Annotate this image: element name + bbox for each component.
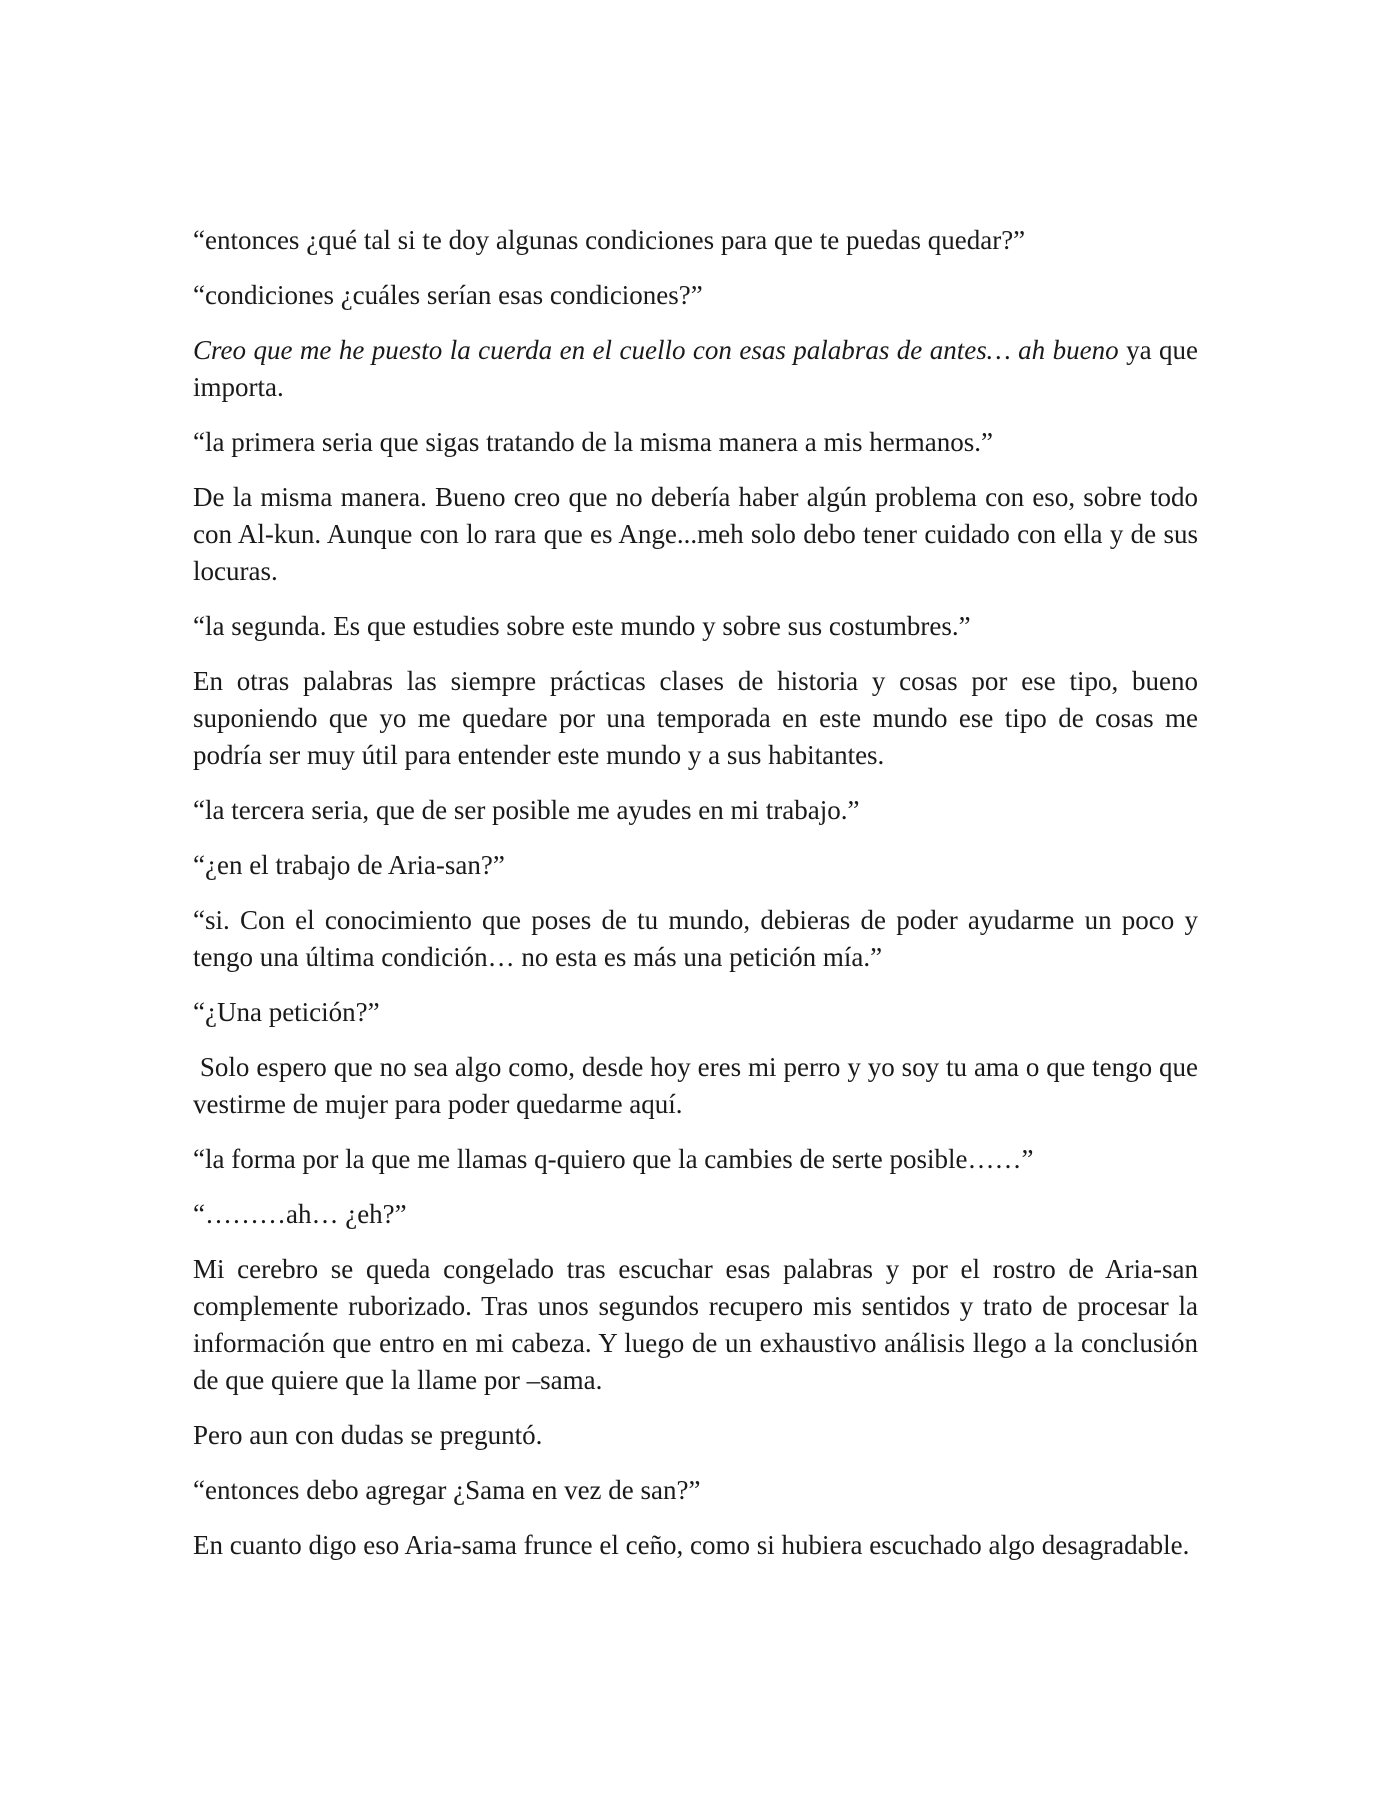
- paragraph-10-text: “si. Con el conocimiento que poses de tu mundo, debieras de poder ayudarme un poco y tengo una última condición… no esta es más una petición mía.”: [193, 905, 1205, 972]
- text-column: [193, 222, 1205, 1582]
- paragraph-7-text: En otras palabras las siempre prácticas clases de historia y cosas por ese tipo, bueno suponiendo que yo me quedare por una temporada en este mundo ese tipo de cosas me podría ser muy útil para entender este mundo y a sus habitantes.: [193, 666, 1205, 770]
- paragraph-4: [193, 424, 1198, 461]
- paragraph-16: [193, 1417, 1198, 1454]
- paragraph-12-text: Solo espero que no sea algo como, desde hoy eres mi perro y yo soy tu ama o que tengo que vestirme de mujer para poder quedarme aquí.: [193, 1052, 1205, 1119]
- paragraph-11: [193, 994, 1198, 1031]
- paragraph-13: [193, 1141, 1198, 1178]
- paragraph-17-text: “entonces debo agregar ¿Sama en vez de san?”: [193, 1475, 701, 1505]
- paragraph-3-text: ya que importa.: [193, 335, 1205, 402]
- paragraph-13-text: “la forma por la que me llamas q-quiero que la cambies de serte posible……”: [193, 1144, 1034, 1174]
- paragraph-15: [193, 1251, 1205, 1399]
- paragraph-7: [193, 663, 1205, 774]
- paragraph-6: [193, 608, 1198, 645]
- paragraph-9: [193, 847, 1198, 884]
- paragraph-10: [193, 902, 1205, 976]
- paragraph-6-text: “la segunda. Es que estudies sobre este mundo y sobre sus costumbres.”: [193, 611, 971, 641]
- paragraph-18: [193, 1527, 1198, 1564]
- paragraph-18-text: En cuanto digo eso Aria-sama frunce el ceño, como si hubiera escuchado algo desagradable.: [193, 1530, 1190, 1560]
- paragraph-8: [193, 792, 1198, 829]
- paragraph-4-text: “la primera seria que sigas tratando de la misma manera a mis hermanos.”: [193, 427, 993, 457]
- paragraph-1: [193, 222, 1198, 259]
- paragraph-3: [193, 332, 1205, 406]
- paragraph-8-text: “la tercera seria, que de ser posible me ayudes en mi trabajo.”: [193, 795, 860, 825]
- paragraph-1-text: “entonces ¿qué tal si te doy algunas condiciones para que te puedas quedar?”: [193, 225, 1026, 255]
- paragraph-15-text: Mi cerebro se queda congelado tras escuchar esas palabras y por el rostro de Aria-san complemente ruborizado. Tras unos segundos recupero mis sentidos y trato de procesar la información que entro en mi cabeza. Y luego de un exhaustivo análisis llego a la conclusión de que quiere que la llame por –sama.: [193, 1254, 1205, 1395]
- paragraph-11-text: “¿Una petición?”: [193, 997, 380, 1027]
- paragraph-2: [193, 277, 1198, 314]
- paragraph-2-text: “condiciones ¿cuáles serían esas condiciones?”: [193, 280, 703, 310]
- paragraph-17: [193, 1472, 1198, 1509]
- paragraph-5-text: De la misma manera. Bueno creo que no debería haber algún problema con eso, sobre todo con Al-kun. Aunque con lo rara que es Ange...meh solo debo tener cuidado con ella y de sus locuras.: [193, 482, 1205, 586]
- paragraph-14: [193, 1196, 1198, 1233]
- paragraph-5: [193, 479, 1205, 590]
- paragraph-9-text: “¿en el trabajo de Aria-san?”: [193, 850, 505, 880]
- paragraph-12: [193, 1049, 1205, 1123]
- paragraph-14-text: “………ah… ¿eh?”: [193, 1199, 407, 1229]
- paragraph-16-text: Pero aun con dudas se preguntó.: [193, 1420, 543, 1450]
- paragraph-3-italic-text: Creo que me he puesto la cuerda en el cuello con esas palabras de antes… ah bueno: [193, 335, 1119, 365]
